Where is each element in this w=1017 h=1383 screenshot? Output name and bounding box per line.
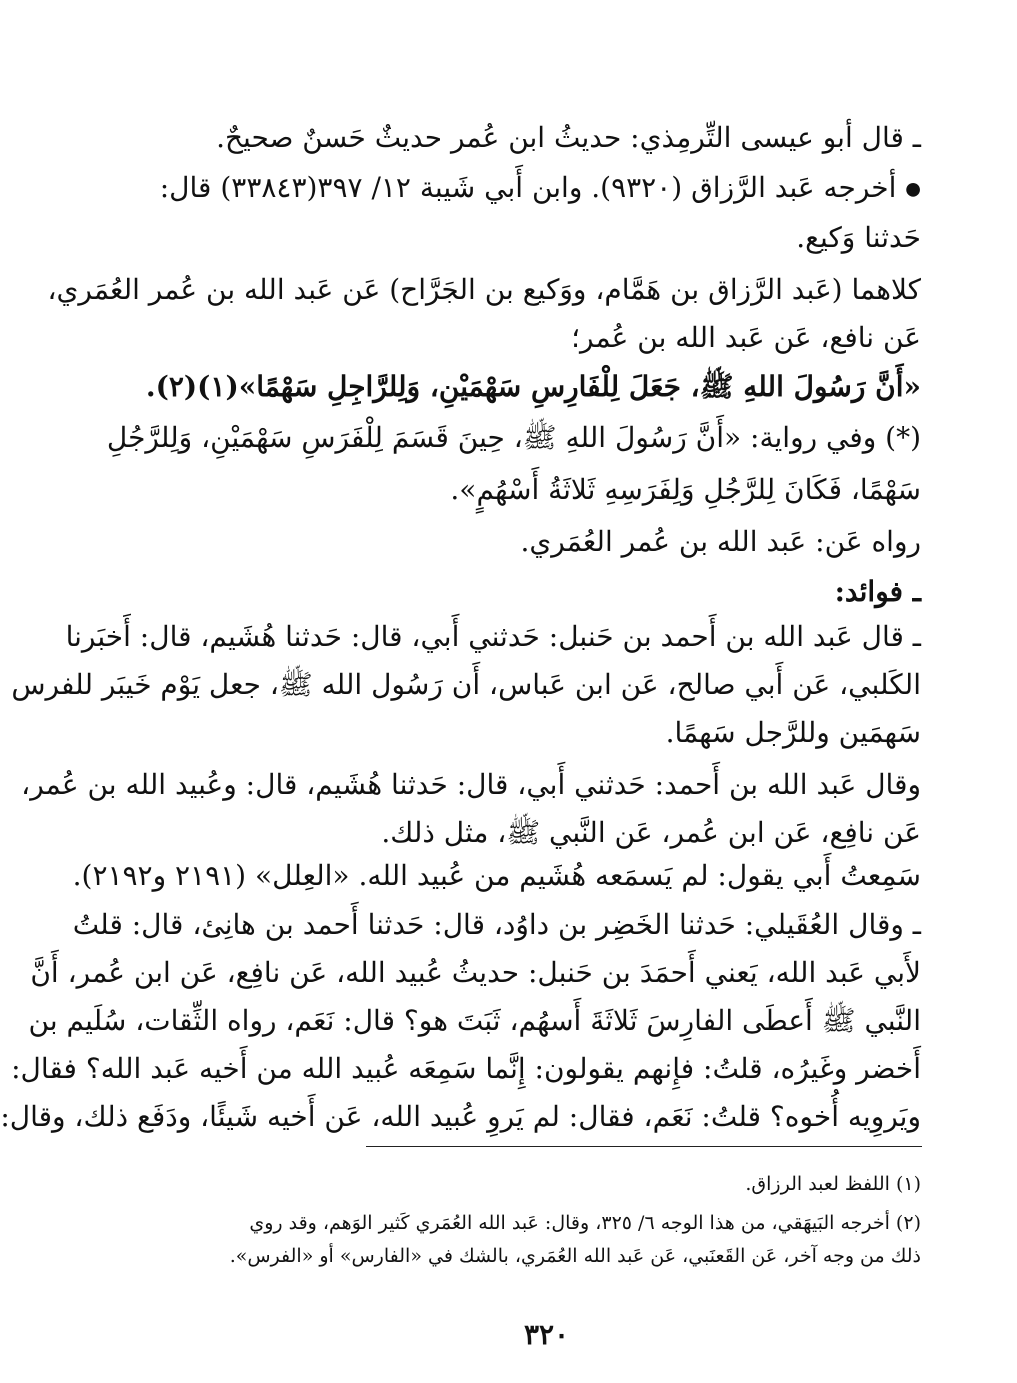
text-line: وقال عَبد الله بن أَحمد: حَدثني أَبي، قال: حَدثنا هُشَيم، قال: وعُبيد الله بن عُمر،	[21, 768, 921, 801]
text-line: ـ قال عَبد الله بن أَحمد بن حَنبل: حَدثني أَبي، قال: حَدثنا هُشَيم، قال: أَخبَرنا	[65, 620, 921, 653]
text-line: النَّبي ﷺ أَعطَى الفارِسَ ثَلاثَةَ أَسهُم، ثَبَتَ هو؟ قال: نَعَم، رواه الثِّقات، سُلَيم بن	[28, 1004, 921, 1037]
text-line: ـ وقال العُقَيلي: حَدثنا الخَضِر بن داوُد، قال: حَدثنا أَحمد بن هانِئ، قال: قلتُ	[72, 908, 921, 941]
text-line: الكَلبي، عَن أَبي صالح، عَن ابن عَباس، أَن رَسُول الله ﷺ، جعل يَوْم خَيبَر للفرس	[11, 668, 921, 701]
footnote-2: (٢) أخرجه البَيهَقي، من هذا الوجه ٦/ ٣٢٥، وقال: عَبد الله العُمَري كَثير الوَهم، وقد روي	[249, 1212, 921, 1234]
footnote-2-continued: ذلك من وجه آخر، عَن القَعنَبي، عَن عَبد الله العُمَري، بالشك في «الفارس» أو «الفرس».	[229, 1245, 921, 1267]
text-line: ـ قال أبو عيسى التِّرمِذي: حديثُ ابن عُمر حديثٌ حَسنٌ صحيحٌ.	[216, 121, 921, 154]
text-line: سَمِعتُ أَبي يقول: لم يَسمَعه هُشَيم من عُبيد الله. «العِلل» (٢١٩١ و٢١٩٢).	[72, 859, 921, 892]
footnote-divider	[366, 1146, 922, 1147]
text-line: (*) وفي رواية: «أَنَّ رَسُولَ اللهِ ﷺ، حِينَ قَسَمَ لِلْفَرَسِ سَهْمَيْنِ، وَلِلرَّجُلِ	[106, 421, 921, 454]
text-line	[161, 163, 921, 215]
text-line-content: أخرجه عَبد الرَّزاق (٩٣٢٠). وابن أَبي شَيبة ١٢/ ٣٩٧(٣٣٨٤٣) قال:	[159, 171, 897, 204]
text-line: أَخضر وغَيرُه، قلتُ: فإِنهم يقولون: إِنَّما سَمِعَه عُبيد الله من أَخيه عَبد الله؟ فقال:	[11, 1052, 921, 1085]
text-line: ويَروِيه أُخوه؟ قلتُ: نَعَم، فقال: لم يَروِ عُبيد الله، عَن أَخيه شَيئًا، ودَفَع ذلك، وقال:	[0, 1100, 921, 1133]
text-line: لأَبي عَبد الله، يَعني أَحمَدَ بن حَنبل: حديثُ عُبيد الله، عَن نافِع، عَن ابن عُمر، أَنَّ	[30, 956, 921, 989]
hadith-text: «أَنَّ رَسُولَ اللهِ ﷺ، جَعَلَ لِلْفَارِسِ سَهْمَيْنِ، وَلِلرَّاجِلِ سَهْمًا»(١)(٢).	[145, 370, 921, 403]
text-line: سَهمَين وللرَّجل سَهمًا.	[665, 716, 921, 749]
text-line: كلاهما (عَبد الرَّزاق بن هَمَّام، ووَكيع بن الجَرَّاح) عَن عَبد الله بن عُمر العُمَري،	[47, 273, 921, 306]
text-line: سَهْمًا، فَكَانَ لِلرَّجُلِ وَلِفَرَسِهِ ثَلاثَةُ أَسْهُمٍ».	[450, 473, 921, 506]
bullet-icon: ●	[905, 178, 921, 200]
footnote-1: (١) اللفظ لعبد الرزاق.	[745, 1173, 921, 1195]
text-line: عَن نافع، عَن عَبد الله بن عُمر؛	[571, 321, 921, 354]
text-line: رواه عَن: عَبد الله بن عُمر العُمَري.	[520, 525, 921, 558]
section-heading: ـ فوائد:	[834, 575, 921, 608]
text-line: عَن نافِع، عَن ابن عُمر، عَن النَّبي ﷺ، مثل ذلك.	[381, 816, 921, 849]
text-line: حَدثنا وَكيع.	[796, 221, 921, 254]
page-number: ٣٢٠	[523, 1318, 570, 1351]
